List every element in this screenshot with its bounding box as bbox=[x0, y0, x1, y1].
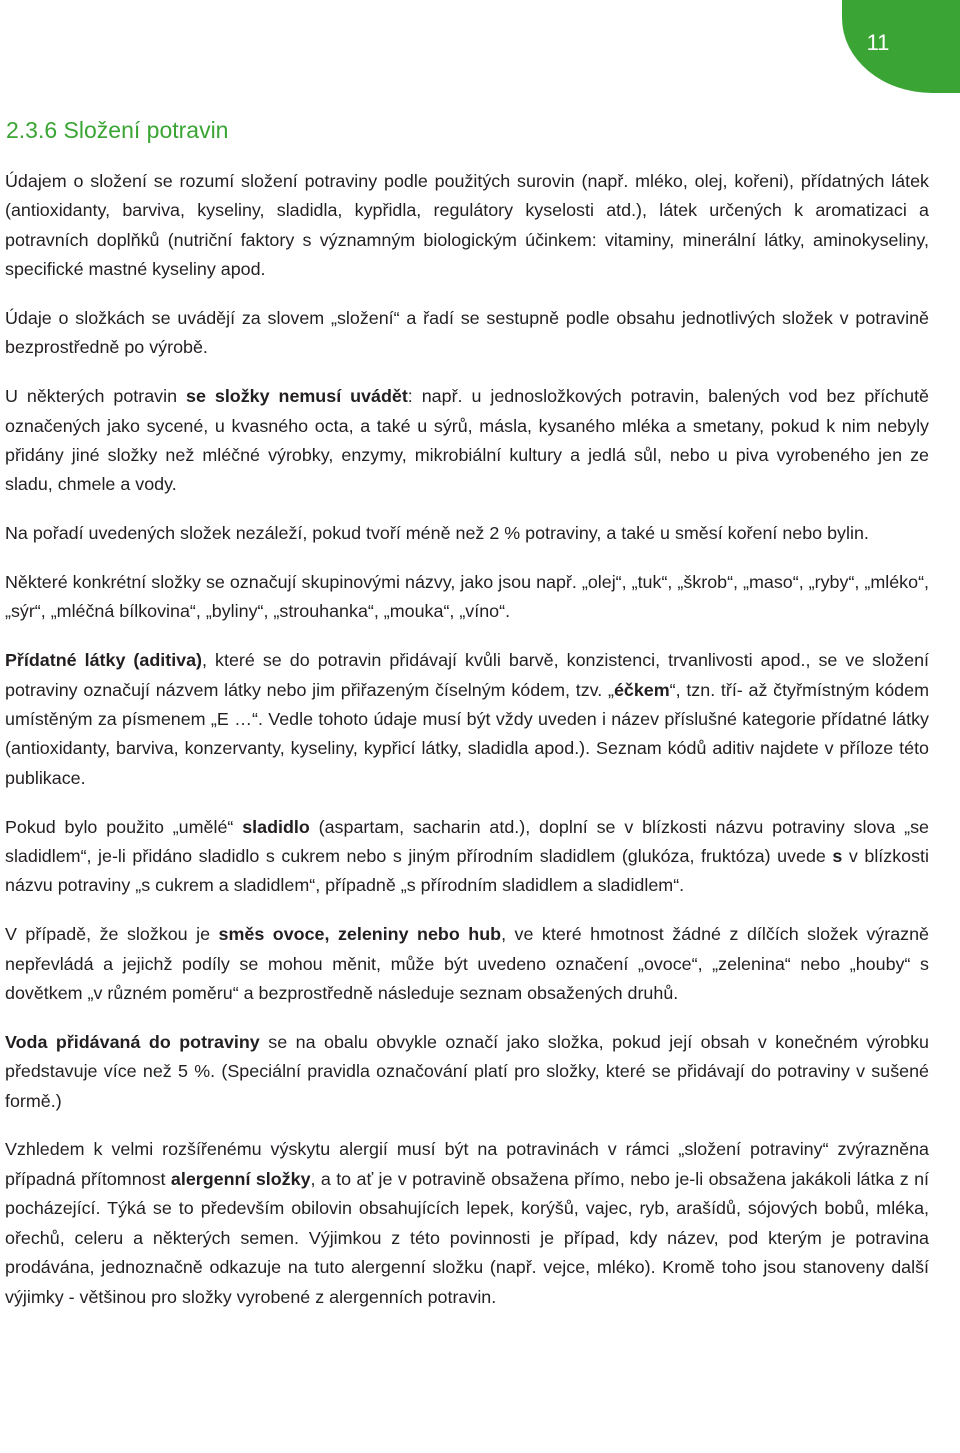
emphasis-text: alergenní složky bbox=[170, 1168, 311, 1189]
paragraph-minor-ingredients bbox=[5, 519, 929, 548]
paragraph-text: v blízkosti názvu potraviny „s cukrem a sladidlem“, případně „s přírodním sladidlem a sladidlem“. bbox=[5, 846, 929, 896]
paragraph-text: (aspartam, sacharin atd.), doplní se v blízkosti názvu potraviny slova „se sladidlem“, je-li přidáno sladidlo s cukrem nebo s jiným přírodním sladidlem (glukóza, fruktóza) uvede bbox=[5, 816, 929, 867]
emphasis-text: Voda přidávaná do potraviny bbox=[5, 1031, 260, 1052]
paragraph-ingredients-definition bbox=[5, 167, 929, 285]
section-body bbox=[5, 167, 929, 1312]
paragraph-text: , které se do potravin přidávají kvůli barvě, konzistenci, trvanlivosti apod., se ve složení potraviny označují názvem látky nebo jim přiřazeným číselným kódem, tzv. „ bbox=[5, 650, 929, 700]
paragraph-added-water bbox=[5, 1028, 929, 1116]
emphasis-text: éčkem bbox=[613, 679, 670, 700]
paragraph-text: V případě, že složkou je bbox=[5, 924, 219, 945]
paragraph-sweeteners bbox=[5, 813, 929, 901]
emphasis-text: s bbox=[832, 846, 843, 867]
emphasis-text: Přídatné látky (aditiva) bbox=[5, 650, 203, 671]
emphasis-text: sladidlo bbox=[242, 816, 310, 837]
paragraph-text: Vzhledem k velmi rozšířenému výskytu alergií musí být na potravinách v rámci „složení potraviny“ zvýrazněna případná přítomnost bbox=[5, 1139, 929, 1189]
paragraph-text: Údajem o složení se rozumí složení potraviny podle použitých surovin (např. mléko, olej, kořeni), přídatných látek (antioxidanty, barviva, kyseliny, sladidla, kypřidla, regulátory kyselosti atd.), látek určených k aromatizaci a potravních doplňků (nutriční faktory s významným biologickým účinkem: vitaminy, minerální látky, aminokyseliny, specifické mastné kyseliny apod. bbox=[5, 171, 929, 280]
paragraph-text: Údaje o složkách se uvádějí za slovem „složení“ a řadí se sestupně podle obsahu jednotlivých složek v potravině bezprostředně po výrobě. bbox=[5, 308, 929, 358]
paragraph-text: Pokud bylo použito „umělé“ bbox=[5, 816, 243, 837]
paragraph-text: U některých potravin bbox=[5, 386, 187, 407]
paragraph-additives bbox=[5, 646, 929, 793]
section-heading: 2.3.6 Složení potravin bbox=[6, 117, 229, 143]
paragraph-text: se na obalu obvykle označí jako složka, pokud její obsah v konečném výrobku představuje více než 5 %. (Speciální pravidla označování platí pro složky, které se přidávají do potraviny v sušené formě.) bbox=[5, 1031, 929, 1111]
paragraph-text: : např. u jednosložkových potravin, balených vod bez příchutě označených jako sycené, u kvasného octa, a také u sýrů, másla, kysaného mléka a smetany, pokud k nim nebyly přidány jiné složky než mléčné výrobky, enzymy, mikrobiální kultury a jedlá sůl, nebo u piva vyrobeného jen ze sladu, chmele a vody. bbox=[5, 386, 930, 495]
paragraph-allergens bbox=[5, 1135, 929, 1311]
page-number: 11 bbox=[866, 30, 890, 55]
emphasis-text: směs ovoce, zeleniny nebo hub bbox=[218, 924, 502, 945]
paragraph-text: , ve které hmotnost žádné z dílčích složek výrazně nepřevládá a jejichž podíly se mohou měnit, může být uvedeno označení „ovoce“, „zelenina“ nebo „houby“ s dovětkem „v různém poměru“ a bezprostředně následuje seznam obsažených druhů. bbox=[5, 924, 929, 1004]
paragraph-text: Na pořadí uvedených složek nezáleží, pokud tvoří méně než 2 % potraviny, a také u směsí koření nebo bylin. bbox=[5, 523, 869, 544]
paragraph-text: “, tzn. tří- až čtyřmístným kódem umístěným za písmenem „E …“. Vedle tohoto údaje musí být vždy uveden i název příslušné kategorie přídatné látky (antioxidanty, barviva, konzervanty, kyseliny, kypřicí látky, sladidla apod.). Seznam kódů aditiv najdete v příloze této publikace. bbox=[5, 679, 929, 788]
paragraph-exemptions bbox=[5, 382, 929, 500]
emphasis-text: se složky nemusí uvádět bbox=[186, 386, 408, 407]
paragraph-group-names bbox=[5, 568, 929, 627]
paragraph-ingredients-order bbox=[5, 304, 929, 363]
paragraph-text: , a to ať je v potravině obsažena přímo, nebo je-li obsažena jakákoli látka z ní pocházející. Týká se to především obilovin obsahujících lepek, korýšů, vajec, ryb, arašídů, sójových bobů, mléka, ořechů, celeru a některých semen. Výjimkou z této povinnosti je případ, kdy název, pod kterým je potravina prodávána, jednoznačně odkazuje na tuto alergenní složku (např. vejce, mléko). Kromě toho jsou stanoveny další výjimky - většinou pro složky vyrobené z alergenních potravin. bbox=[5, 1168, 929, 1307]
page-number-badge bbox=[842, 0, 960, 93]
paragraph-mixtures bbox=[5, 920, 929, 1008]
paragraph-text: Některé konkrétní složky se označují skupinovými názvy, jako jsou např. „olej“, „tuk“, „škrob“, „maso“, „ryby“, „mléko“, „sýr“, „mléčná bílkovina“, „byliny“, „strouhanka“, „mouka“, „víno“. bbox=[5, 572, 929, 622]
